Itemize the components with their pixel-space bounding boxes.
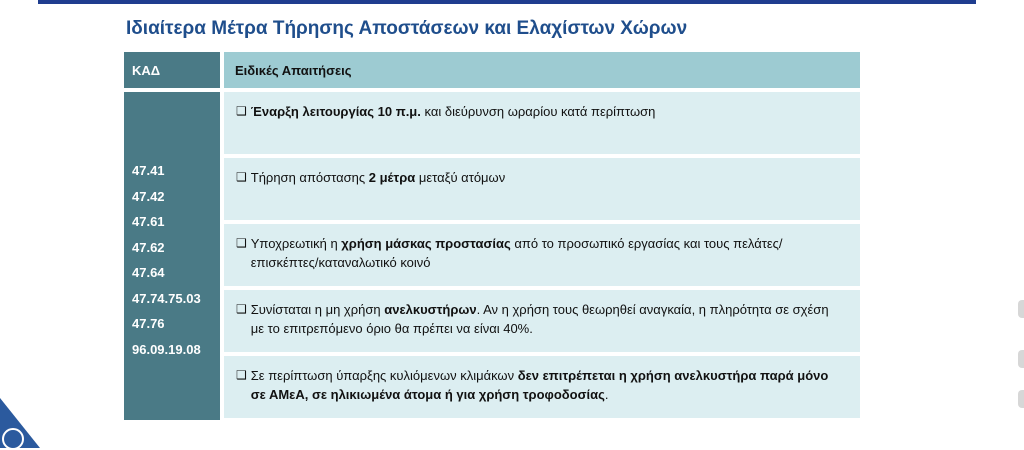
kad-code: 47.64 [132,265,165,280]
kad-code: 47.61 [132,214,165,229]
requirement-text: Συνίσταται η μη χρήση ανελκυστήρων. Αν η χρήση τους θεωρηθεί αναγκαία, η πληρότητα σε σχέση με το επιτρεπόμενο όριο θα πρέπει να είναι 40%. [250,302,829,336]
requirement-row [224,158,860,220]
table-header [124,52,860,88]
requirement-row [224,356,860,418]
side-scroll-marker [1018,390,1024,408]
header-kad: ΚΑΔ [124,52,220,88]
requirement-text: Σε περίπτωση ύπαρξης κυλιόμενων κλιμάκων δεν επιτρέπεται η χρήση ανελκυστήρα παρά μόνο σε ΑΜεΑ, σε ηλικιωμένα άτομα ή για χρήση τροφοδοσίας. [250,368,829,402]
checkbox-icon: ❑ [236,236,247,250]
checkbox-icon: ❑ [236,302,247,316]
checkbox-icon: ❑ [236,170,247,184]
kad-code: 47.42 [132,188,165,204]
side-scroll-marker [1018,350,1024,368]
kad-code: 47.41 [132,163,165,178]
table-body [124,92,860,420]
requirement-row [224,290,860,352]
kad-code: 47.74.75.03 [132,290,201,306]
requirement-text: Υποχρεωτική η χρήση μάσκας προστασίας από το προσωπικό εργασίας και τους πελάτες/επισκέπτες/καταναλωτικό κοινό [250,236,783,270]
emblem-ring-icon [2,428,24,450]
requirement-text: Τήρηση απόστασης 2 μέτρα μεταξύ ατόμων [250,170,506,185]
page-title: Ιδιαίτερα Μέτρα Τήρησης Αποστάσεων και Ελαχίστων Χώρων [126,18,688,39]
requirement-row [224,92,860,154]
requirements-column [224,92,860,420]
kad-code: 47.76 [132,316,165,331]
kad-codes-cell [124,92,220,420]
requirement-text: Έναρξη λειτουργίας 10 π.μ. και διεύρυνση ωραρίου κατά περίπτωση [250,104,656,119]
kad-code: 47.62 [132,239,165,255]
side-scroll-marker [1018,300,1024,318]
checkbox-icon: ❑ [236,368,247,382]
requirements-table [124,52,860,420]
kad-code: 96.09.19.08 [132,341,201,357]
top-accent-bar [38,0,976,4]
checkbox-icon: ❑ [236,104,247,118]
requirement-row [224,224,860,286]
header-requirements: Ειδικές Απαιτήσεις [224,52,860,88]
